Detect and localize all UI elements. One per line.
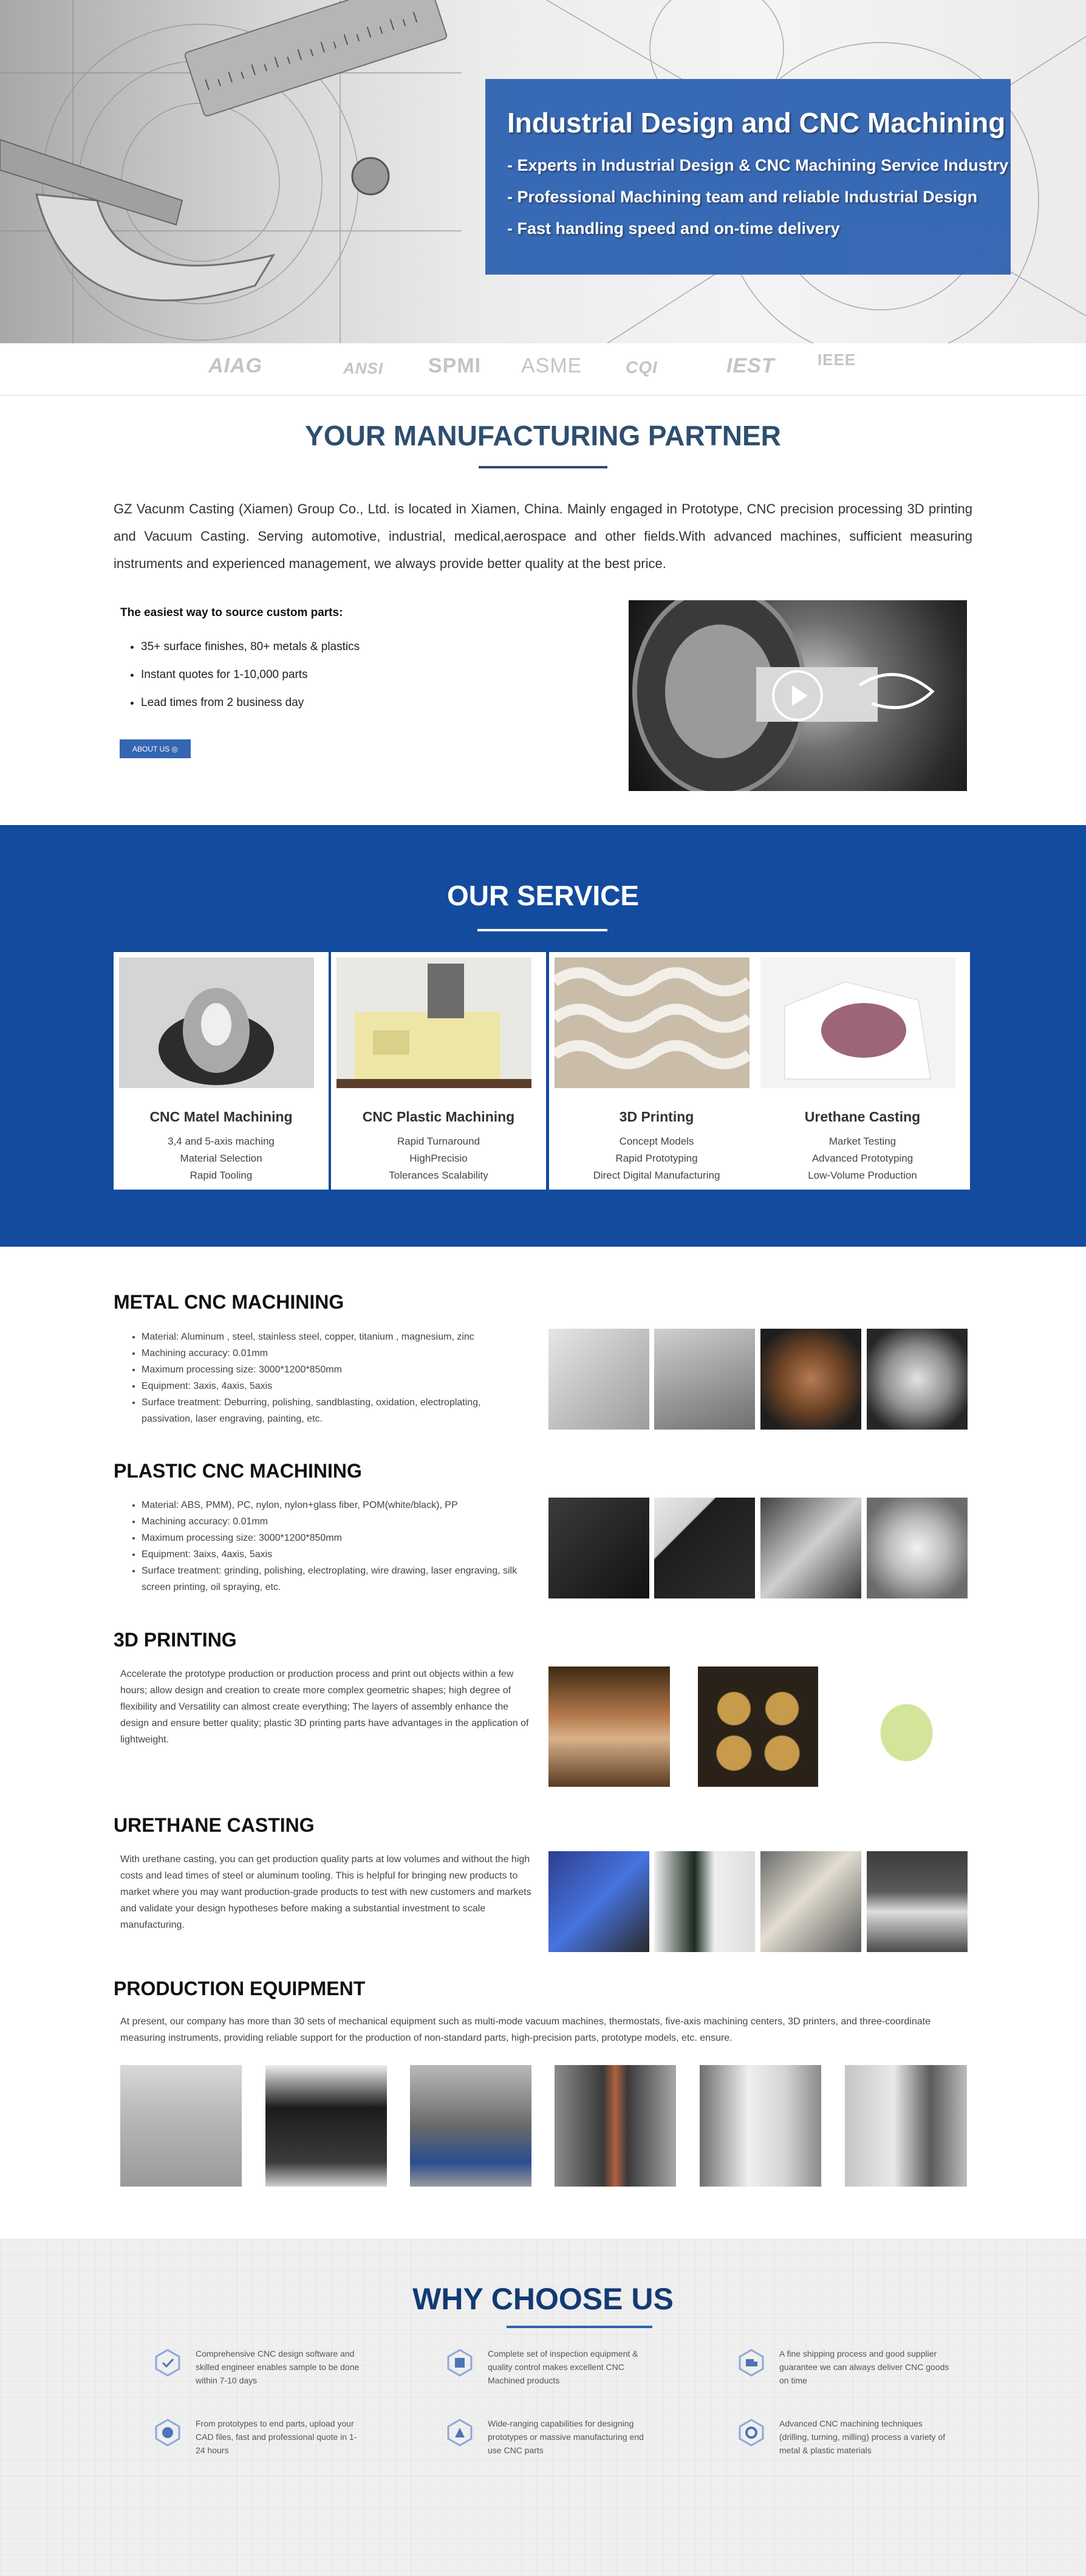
list-item: • Lead times from 2 business day bbox=[141, 696, 360, 710]
why-title-underline bbox=[507, 2326, 652, 2328]
ieee-logo: IEEE bbox=[818, 351, 856, 369]
equipment-photo bbox=[700, 2065, 821, 2187]
service-card-line: Concept Models bbox=[619, 1136, 694, 1147]
service-card-urethane[interactable] bbox=[755, 952, 970, 1190]
service-card-title: 3D Printing bbox=[619, 1109, 694, 1125]
service-card-line: Direct Digital Manufacturing bbox=[593, 1170, 720, 1181]
list-item: • Machining accuracy: 0.01mm bbox=[142, 1513, 536, 1530]
plastic-part-photo bbox=[867, 1498, 968, 1598]
equipment-photo bbox=[410, 2065, 531, 2187]
aiag-logo: AIAG bbox=[208, 354, 262, 377]
list-item: • Machining accuracy: 0.01mm bbox=[142, 1345, 518, 1362]
production-equipment-text: At present, our company has more than 30 sets of mechanical equipment such as multi-mode vacuum machines, thermostats, five-axis machining centers, 3D printers, and three-coordinate measuring instruments, providing reliable support for the production of non-standard parts, high-precision parts, prototype models, etc. ensure. bbox=[120, 2016, 931, 2043]
list-item: • Maximum processing size: 3000*1200*850mm bbox=[142, 1362, 518, 1378]
partner-title-underline bbox=[479, 466, 607, 468]
equipment-photo bbox=[845, 2065, 967, 2187]
why-item: Wide-ranging capabilities for designing prototypes or massive manufacturing end use CNC parts bbox=[488, 2419, 644, 2455]
iest-logo: IEST bbox=[726, 354, 775, 377]
plastic-part-photo bbox=[654, 1498, 755, 1598]
3d-printer-photo bbox=[548, 1667, 670, 1787]
cnc-lathe-video-thumbnail[interactable] bbox=[629, 600, 967, 791]
service-card-line: Rapid Tooling bbox=[190, 1170, 253, 1181]
hero-banner bbox=[0, 0, 1086, 343]
urethane-part-photo bbox=[760, 1851, 861, 1952]
plastic-cnc-specs bbox=[142, 1497, 536, 1595]
easy-source-list bbox=[141, 640, 360, 724]
urethane-casting-title: URETHANE CASTING bbox=[114, 1814, 315, 1836]
capabilities-icon bbox=[445, 2418, 474, 2447]
service-card-3d-printing[interactable] bbox=[549, 952, 764, 1190]
service-card-line: Material Selection bbox=[180, 1153, 262, 1164]
list-item: • Instant quotes for 1-10,000 parts bbox=[141, 668, 360, 682]
service-section bbox=[0, 825, 1086, 1247]
company-intro: GZ Vacunm Casting (Xiamen) Group Co., Ltd. is located in Xiamen, China. Mainly engaged in Prototype, CNC precision processing 3D printing and Vacuum Casting. Serving automotive, industrial, medical,aerospace and other fields.With advanced machines, sufficient measuring instruments and experienced management, we always provide better quality at the best price. bbox=[114, 501, 972, 571]
spmi-logo: SPMI bbox=[428, 354, 482, 377]
3d-printing-text: Accelerate the prototype production or production process and print out objects within a few hours; allow design and creation to create more complex geometric shapes; high degree of flexibility and Versatility can almost create everything; The layers of assembly enhance the design and ensure better quality; plastic 3D printing parts have advantages in the application of lightweight. bbox=[120, 1669, 529, 1745]
3d-printed-heads-photo bbox=[698, 1667, 818, 1787]
about-us-button[interactable]: ABOUT US ◎ bbox=[120, 739, 191, 758]
service-card-cnc-metal[interactable] bbox=[114, 952, 329, 1190]
metal-cnc-title: METAL CNC MACHINING bbox=[114, 1291, 344, 1313]
service-card-line: 3,4 and 5-axis maching bbox=[168, 1136, 275, 1147]
why-item: Complete set of inspection equipment & quality control makes excellent CNC Machined products bbox=[488, 2349, 638, 2385]
3d-print-image bbox=[555, 957, 750, 1088]
service-card-title: CNC Matel Machining bbox=[149, 1109, 293, 1125]
service-title: OUR SERVICE bbox=[446, 880, 640, 911]
play-icon[interactable] bbox=[770, 668, 825, 723]
service-card-line: Rapid Turnaround bbox=[397, 1136, 480, 1147]
service-card-line: Tolerances Scalability bbox=[389, 1170, 488, 1181]
urethane-part-photo bbox=[654, 1851, 755, 1952]
service-card-line: Market Testing bbox=[828, 1136, 896, 1147]
metal-part-photo bbox=[654, 1329, 755, 1430]
list-item: • Maximum processing size: 3000*1200*850mm bbox=[142, 1530, 536, 1546]
metal-part-photo bbox=[548, 1329, 649, 1430]
list-item: • 35+ surface finishes, 80+ metals & plastics bbox=[141, 640, 360, 654]
plastic-part-image bbox=[336, 957, 531, 1088]
why-item: Comprehensive CNC design software and skilled engineer enables sample to be done within 7-10 days bbox=[196, 2349, 360, 2385]
service-card-line: Low-Volume Production bbox=[808, 1170, 917, 1181]
urethane-part-photo bbox=[867, 1851, 968, 1952]
equipment-photo bbox=[265, 2065, 387, 2187]
list-item: • Equipment: 3axis, 4axis, 5axis bbox=[142, 1378, 518, 1394]
3d-printing-title: 3D PRINTING bbox=[114, 1629, 237, 1651]
equipment-photo bbox=[120, 2065, 242, 2187]
why-item: From prototypes to end parts, upload your CAD files, fast and professional quote in 1-24 hours bbox=[196, 2419, 357, 2455]
urethane-casting-text: With urethane casting, you can get production quality parts at low volumes and without the high costs and lead times of steel or aluminum tooling. This is helpful for bringing new products to market where you may want production-grade products to test with new customers and markets and validate your design hypotheses before making a substantial investment to scale manufacturing. bbox=[120, 1854, 531, 1930]
plastic-cnc-title: PLASTIC CNC MACHINING bbox=[114, 1460, 362, 1482]
machining-gear-icon bbox=[737, 2418, 766, 2447]
list-item: • Material: Aluminum , steel, stainless steel, copper, titanium , magnesium, zinc bbox=[142, 1329, 518, 1345]
ansi-logo: ANSI bbox=[343, 359, 384, 377]
design-software-icon bbox=[153, 2348, 182, 2377]
service-card-line: Rapid Prototyping bbox=[615, 1153, 698, 1164]
easy-source-title: The easiest way to source custom parts: bbox=[120, 606, 343, 619]
list-item: • Surface treatment: grinding, polishing, electroplating, wire drawing, laser engraving, silk screen printing, oil spraying, etc. bbox=[142, 1563, 536, 1595]
hero-line-1: - Experts in Industrial Design & CNC Machining Service Industry bbox=[507, 156, 1009, 174]
why-item: Advanced CNC machining techniques (drilling, turning, milling) process a variety of metal & plastic materials bbox=[779, 2419, 946, 2455]
service-card-line: Advanced Prototyping bbox=[811, 1153, 914, 1164]
metal-cnc-specs bbox=[142, 1329, 518, 1427]
3d-printed-deer-photo bbox=[846, 1667, 967, 1787]
plastic-part-photo bbox=[548, 1498, 649, 1598]
hero-line-2: - Professional Machining team and reliable Industrial Design bbox=[507, 188, 978, 206]
cqi-logo: CQI bbox=[626, 358, 658, 377]
metal-part-photo bbox=[867, 1329, 968, 1430]
service-title-underline bbox=[477, 929, 607, 931]
urethane-part-photo bbox=[548, 1851, 649, 1952]
service-card-title: CNC Plastic Machining bbox=[362, 1109, 515, 1125]
metal-part-image bbox=[119, 957, 314, 1088]
why-item: A fine shipping process and good supplier guarantee we can always deliver CNC goods on time bbox=[779, 2349, 949, 2385]
inspection-icon bbox=[445, 2348, 474, 2377]
list-item: • Equipment: 3aixs, 4axis, 5axis bbox=[142, 1546, 536, 1563]
asme-logo: ASME bbox=[521, 354, 582, 377]
list-item: • Material: ABS, PMM), PC, nylon, nylon+glass fiber, POM(white/black), PP bbox=[142, 1497, 536, 1513]
quote-icon bbox=[153, 2418, 182, 2447]
hero-line-3: - Fast handling speed and on-time delivery bbox=[507, 219, 840, 238]
hero-title: Industrial Design and CNC Machining bbox=[507, 107, 1006, 139]
list-item: • Surface treatment: Deburring, polishing, sandblasting, oxidation, electroplating, passivation, laser engraving, painting, etc. bbox=[142, 1394, 518, 1427]
shipping-icon bbox=[737, 2348, 766, 2377]
service-card-title: Urethane Casting bbox=[804, 1109, 921, 1125]
equipment-photo bbox=[555, 2065, 676, 2187]
hero-callout bbox=[485, 79, 1011, 275]
certification-logos bbox=[0, 343, 1086, 396]
why-choose-us-title: WHY CHOOSE US bbox=[412, 2282, 674, 2316]
plastic-part-photo bbox=[760, 1498, 861, 1598]
urethane-mold-image bbox=[760, 957, 955, 1088]
metal-part-photo bbox=[760, 1329, 861, 1430]
why-choose-us-section bbox=[0, 2239, 1086, 2576]
partner-title: YOUR MANUFACTURING PARTNER bbox=[305, 420, 781, 451]
production-equipment-title: PRODUCTION EQUIPMENT bbox=[114, 1978, 366, 1999]
service-card-line: HighPrecisio bbox=[409, 1153, 468, 1164]
service-card-cnc-plastic[interactable] bbox=[331, 952, 546, 1190]
